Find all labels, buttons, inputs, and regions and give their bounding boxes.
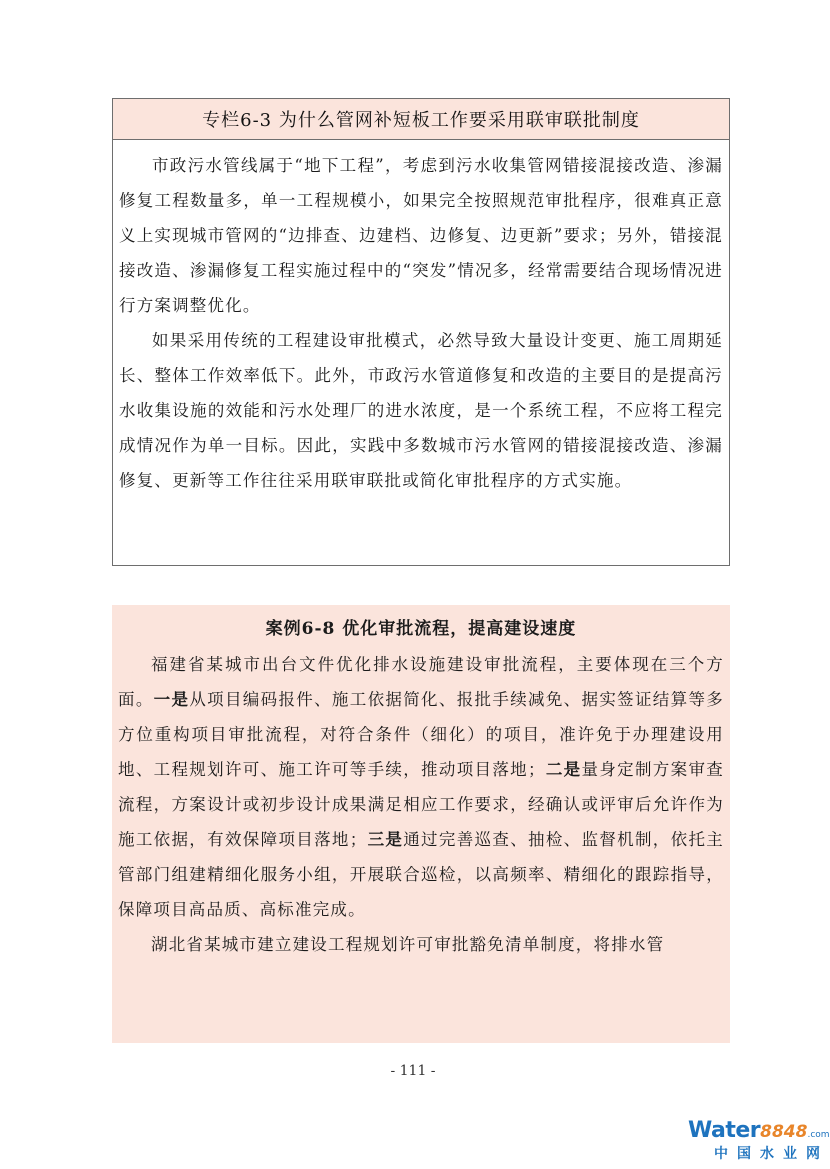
case-paragraph-2: 湖北省某城市建立建设工程规划许可审批豁免清单制度，将排水管 <box>151 935 665 954</box>
watermark-brand <box>688 1118 830 1143</box>
case-point-1-text: 从项目编码报件、施工依据简化、报批手续减免、据实签证结算等多方位重构项目审批流程，对符合条件（细化）的项目，准许免于办理建设用地、工程规划许可、施工许可等手续，推动项目落地； <box>118 690 724 779</box>
column-paragraph-2: 如果采用传统的工程建设审批模式，必然导致大量设计变更、施工周期延长、整体工作效率低下。此外，市政污水管道修复和改造的主要目的是提高污水收集设施的效能和污水处理厂的进水浓度，是一个系统工程，不应将工程完成情况作为单一目标。因此，实践中多数城市污水管网的错接混接改造、渗漏修复、更新等工作往往采用联审联批或简化审批程序的方式实施。 <box>119 331 723 490</box>
column-paragraph-1: 市政污水管线属于“地下工程”，考虑到污水收集管网错接混接改造、渗漏修复工程数量多，单一工程规模小，如果完全按照规范审批程序，很难真正意义上实现城市管网的“边排查、边建档、边修复、边更新”要求；另外，错接混接改造、渗漏修复工程实施过程中的“突发”情况多，经常需要结合现场情况进行方案调整优化。 <box>119 156 723 315</box>
watermark-chinese-name: 中国水业网 <box>714 1146 829 1162</box>
watermark-number: 8848 <box>760 1122 808 1142</box>
watermark-word: Water <box>688 1118 761 1143</box>
case-intro: 福建省某城市出台文件优化排水设施建设审批流程，主要体现在三个方面。 <box>118 655 724 709</box>
column-title: 专栏6-3 为什么管网补短板工作要采用联审联批制度 <box>113 99 729 140</box>
case-title: 案例6-8 优化审批流程，提高建设速度 <box>265 619 577 639</box>
column-box <box>112 98 730 566</box>
case-point-3-label: 三是 <box>367 830 404 849</box>
watermark-domain: .com <box>807 1130 830 1140</box>
case-point-1-label: 一是 <box>153 690 190 709</box>
column-body <box>113 140 729 498</box>
case-point-2-label: 二是 <box>545 760 582 779</box>
watermark-logo <box>688 1118 830 1164</box>
case-point-3-text: 通过完善巡查、抽检、监督机制，依托主管部门组建精细化服务小组，开展联合巡检，以高频率、精细化的跟踪指导，保障项目高品质、高标准完成。 <box>118 830 724 919</box>
case-point-2-text: 量身定制方案审查流程，方案设计或初步设计成果满足相应工作要求，经确认或评审后允许作为施工依据，有效保障项目落地； <box>118 760 724 849</box>
case-paragraph-1 <box>118 647 724 927</box>
case-box <box>112 605 730 1043</box>
page-number: - 111 - <box>390 1063 436 1079</box>
